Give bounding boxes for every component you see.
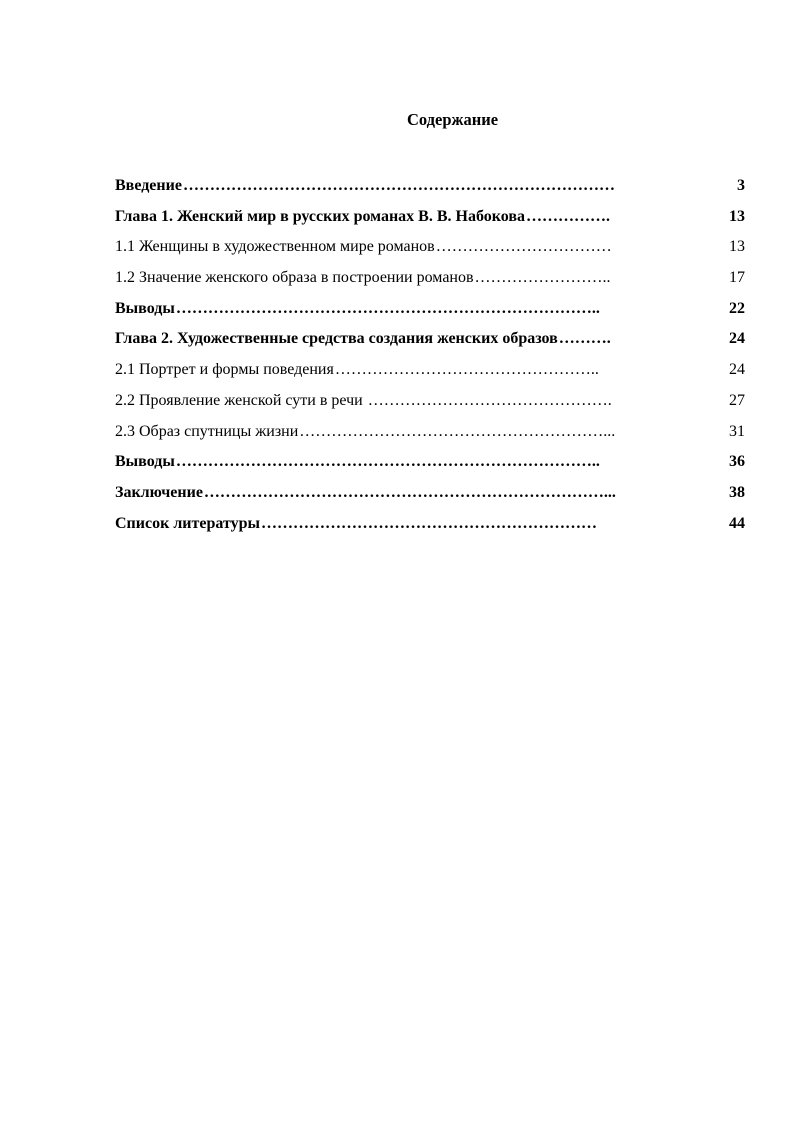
toc-entry <box>115 265 745 296</box>
toc-entry-text <box>115 419 707 445</box>
toc-entry <box>115 234 745 265</box>
toc-entry-title: 2.1 Портрет и формы поведения <box>115 361 334 379</box>
toc-entry-text <box>115 480 707 506</box>
toc-entry <box>115 419 745 450</box>
toc-entry-title: 1.1 Женщины в художественном мире романов <box>115 238 435 256</box>
toc-entry-page-number: 36 <box>729 453 745 471</box>
toc-entry-leader: ………………………………………. <box>363 391 612 409</box>
toc-entry-title: Список литературы <box>115 514 260 532</box>
toc-entry-text <box>115 296 707 322</box>
toc-entry-leader: …………………………………………………………………….. <box>175 453 600 471</box>
toc-entry-text <box>115 234 707 260</box>
toc-entry-page-number: 44 <box>729 514 745 532</box>
toc-entry-title: 2.3 Образ спутницы жизни <box>115 422 299 440</box>
toc-entry-text <box>115 326 707 352</box>
toc-entry-page-number: 17 <box>729 269 745 287</box>
toc-entry-page-number: 31 <box>729 422 745 440</box>
toc-entry-text <box>115 388 707 414</box>
toc-entry <box>115 326 745 357</box>
toc-entry-title: Заключение <box>115 483 203 501</box>
toc-heading: Содержание <box>406 110 499 129</box>
toc-entry-leader: …………………………………………………………………... <box>203 483 616 501</box>
toc-entry <box>115 173 745 204</box>
toc-entry-page-number: 24 <box>729 330 745 348</box>
toc-entry-leader: …………………………………………………... <box>299 422 616 440</box>
toc-entry <box>115 296 745 327</box>
toc-entry-leader: ………. <box>558 330 611 348</box>
toc-entry <box>115 480 745 511</box>
toc-entry-text <box>115 265 707 291</box>
toc-entry-page-number: 24 <box>729 361 745 379</box>
toc-entry-title: Глава 2. Художественные средства создания женских образов <box>115 330 558 348</box>
toc-entry-leader: …………………….. <box>474 269 611 287</box>
toc-entry-page-number: 38 <box>729 483 745 501</box>
toc-entry-page-number: 22 <box>729 299 745 317</box>
toc-entry <box>115 388 745 419</box>
toc-entry <box>115 204 745 235</box>
toc-entry-leader: ………………………………………….. <box>334 361 599 379</box>
toc-entry-page-number: 3 <box>737 177 745 194</box>
toc-entry-leader: …………………………………………………………………….. <box>175 299 600 317</box>
toc-entry <box>115 357 745 388</box>
toc-entry <box>115 449 745 480</box>
toc-entry-text <box>115 357 707 383</box>
toc-entry-text <box>115 173 707 199</box>
toc-entry-leader: ……………………………………………………… <box>261 514 597 532</box>
toc-entry-title: Введение <box>115 177 182 194</box>
toc-entry-title: Выводы <box>115 299 175 317</box>
toc-entry-leader: ……………. <box>526 207 610 225</box>
toc-entry-title: Глава 1. Женский мир в русских романах В. В. Набокова <box>115 207 525 225</box>
toc-entry-text <box>115 511 707 537</box>
toc-entry-title: Выводы <box>115 453 175 471</box>
toc-entry-title: 1.2 Значение женского образа в построении романов <box>115 269 474 287</box>
toc-entry-page-number: 27 <box>729 391 745 409</box>
toc-entry-text <box>115 449 707 475</box>
toc-entry <box>115 511 745 542</box>
toc-entry-leader: …………………………… <box>435 238 612 256</box>
toc-entry-page-number: 13 <box>729 207 745 225</box>
toc-entry-title: 2.2 Проявление женской сути в речи <box>115 391 363 409</box>
toc-entry-page-number: 13 <box>729 238 745 256</box>
toc-entry-text <box>115 204 707 230</box>
toc-entry-leader: ……………………………………………………………………… <box>182 177 615 194</box>
table-of-contents <box>115 173 745 541</box>
